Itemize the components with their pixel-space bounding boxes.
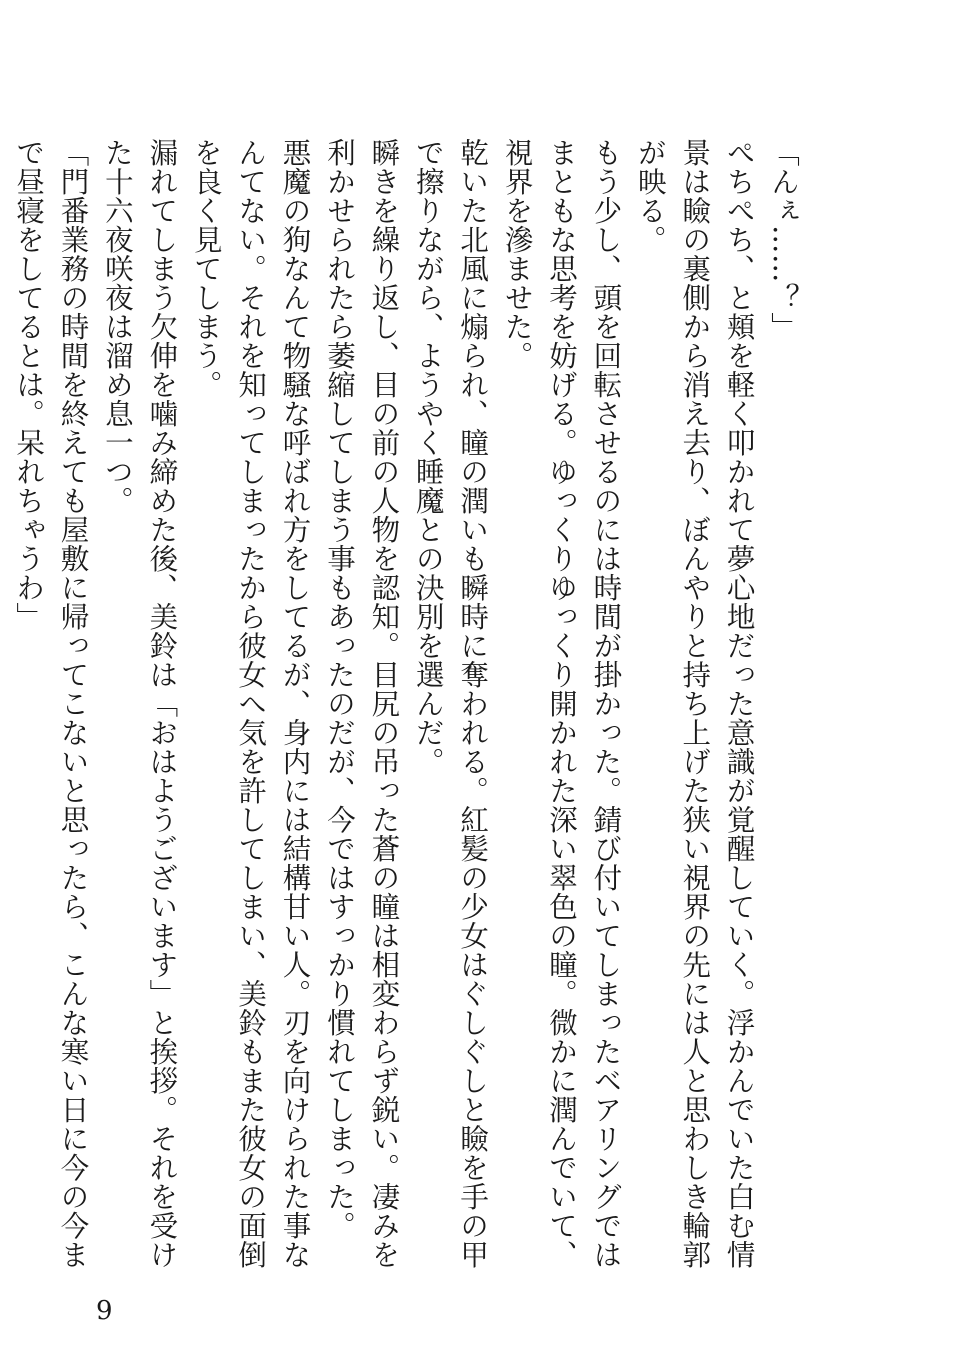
paragraph-4: 乾いた北風に煽られ、瞳の潤いも瞬時に奪われる。紅髪の少女はぐしぐしと瞼を手の甲で擦りながら、ようやく睡魔との決別を選んだ。	[411, 138, 490, 1269]
vertical-body-text	[12, 138, 805, 1283]
paragraph-7: 漏れてしまう欠伸を噛み締めた後、美鈴は「おはようございます」と挨拶。それを受けた十六夜咲夜は溜め息一つ。	[100, 138, 179, 1269]
paragraph-6: 悪魔の狗なんて物騒な呼ばれ方をしてるが、身内には結構甘い人。刃を向けられた事なんてない。それを知ってしまったから彼女へ気を許してしまい、美鈴もまた彼女の面倒を良く見てしまう。	[189, 138, 312, 1269]
paragraph-5: 瞬きを繰り返し、目の前の人物を認知。目尻の吊った蒼の瞳は相変わらず鋭い。凄みを利かせられたら萎縮してしまう事もあったのだが、今ではすっかり慣れてしまった。	[322, 138, 401, 1269]
paragraph-1: 「んぇ……？」	[767, 138, 800, 341]
paragraph-8: 「門番業務の時間を終えても屋敷に帰ってこないと思ったら、こんな寒い日に今の今まで昼寝をしてるとは。呆れちゃうわ」	[12, 138, 90, 1269]
paragraph-9	[0, 138, 6, 1283]
paragraph-2: ぺちぺち、と頬を軽く叩かれて夢心地だった意識が覚醒していく。浮かんでいた白む情景は瞼の裏側から消え去り、ぼんやりと持ち上げた狭い視界の先には人と思わしき輪郭が映る。	[633, 138, 756, 1269]
paragraph-3: もう少し、頭を回転させるのには時間が掛かった。錆び付いてしまったベアリングではまともな思考を妨げる。ゆっくりゆっくり開かれた深い翠色の瞳。微かに潤んでいて、視界を滲ませた。	[500, 138, 623, 1269]
page-number: 9	[96, 1296, 113, 1326]
